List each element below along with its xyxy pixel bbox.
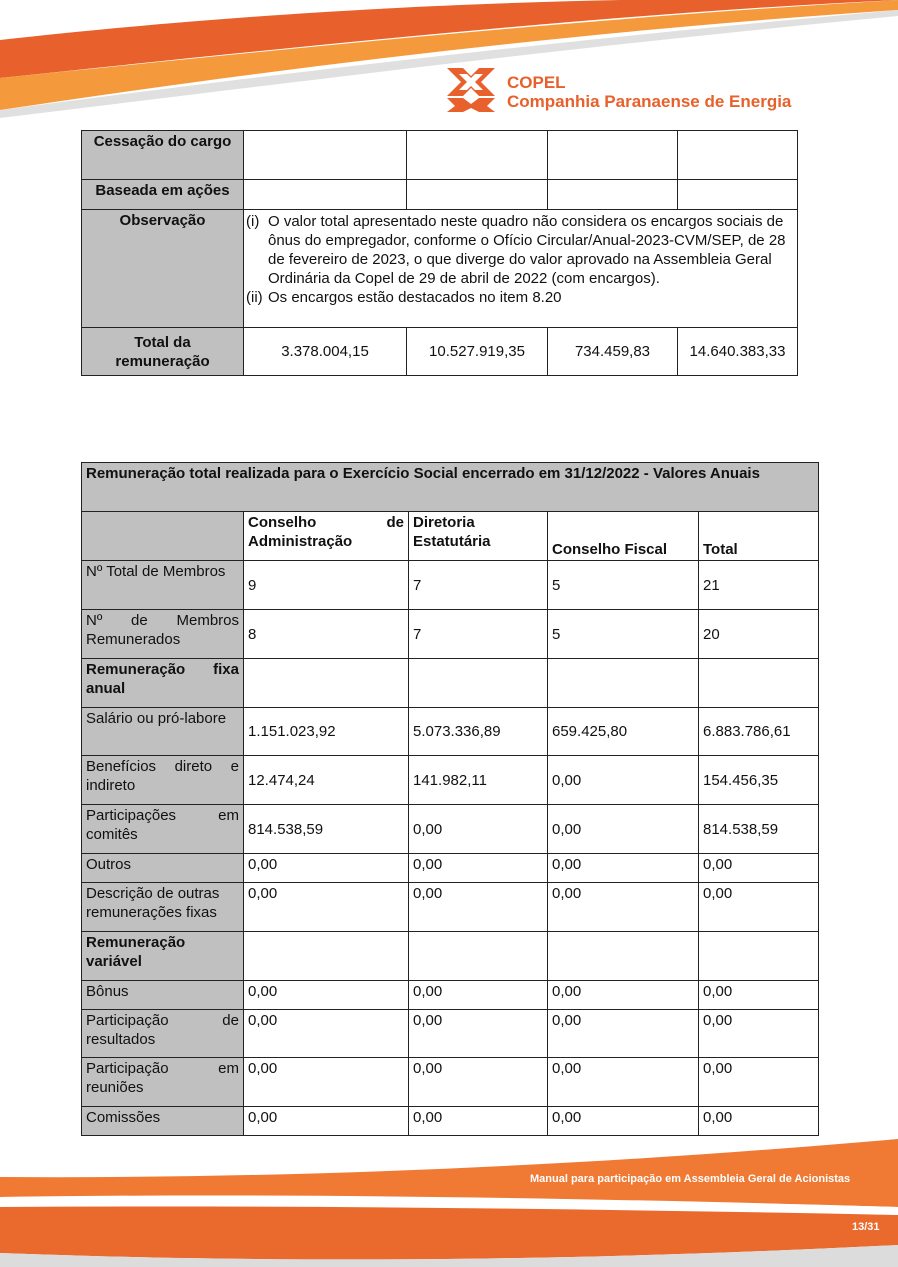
table-row bbox=[82, 1107, 819, 1136]
table-cell: 12.474,24 bbox=[244, 756, 409, 805]
total-label: Total da remuneração bbox=[82, 328, 244, 376]
table-row bbox=[82, 805, 819, 854]
column-header: Diretoria Estatutária bbox=[409, 512, 548, 561]
table-row bbox=[82, 981, 819, 1010]
copel-logo-icon bbox=[445, 66, 497, 114]
table-title: Remuneração total realizada para o Exercício Social encerrado em 31/12/2022 - Valores Anuais bbox=[82, 463, 819, 512]
section-label: Remuneração fixa anual bbox=[82, 659, 244, 708]
table-cell: 0,00 bbox=[548, 883, 699, 932]
row-label: Baseada em ações bbox=[82, 180, 244, 210]
total-value: 10.527.919,35 bbox=[407, 328, 548, 376]
table-cell: 0,00 bbox=[244, 1058, 409, 1107]
table-title-row bbox=[82, 463, 819, 512]
table-cell: 0,00 bbox=[548, 854, 699, 883]
table-cell: 0,00 bbox=[699, 1058, 819, 1107]
table-cell: 0,00 bbox=[244, 854, 409, 883]
row-label: Participações em comitês bbox=[82, 805, 244, 854]
table-row bbox=[82, 708, 819, 756]
table-cell: 154.456,35 bbox=[699, 756, 819, 805]
table-cell bbox=[244, 932, 409, 981]
table-cell: 6.883.786,61 bbox=[699, 708, 819, 756]
table-cell: 659.425,80 bbox=[548, 708, 699, 756]
row-label: Benefícios direto e indireto bbox=[82, 756, 244, 805]
table-cell: 0,00 bbox=[548, 756, 699, 805]
total-value: 14.640.383,33 bbox=[678, 328, 798, 376]
table-cell: 0,00 bbox=[244, 981, 409, 1010]
table-cell: 7 bbox=[409, 610, 548, 659]
table-cell: 1.151.023,92 bbox=[244, 708, 409, 756]
observation-label: Observação bbox=[82, 210, 244, 328]
table-cell: 814.538,59 bbox=[699, 805, 819, 854]
table-cell: 0,00 bbox=[244, 883, 409, 932]
row-label: Nº de Membros Remunerados bbox=[82, 610, 244, 659]
table-cell: 0,00 bbox=[699, 981, 819, 1010]
table-cell: 0,00 bbox=[548, 981, 699, 1010]
table-cell: 0,00 bbox=[409, 1058, 548, 1107]
row-label: Nº Total de Membros bbox=[82, 561, 244, 610]
table-row bbox=[82, 561, 819, 610]
table-cell bbox=[244, 659, 409, 708]
table-cell: 0,00 bbox=[699, 883, 819, 932]
company-full-name: Companhia Paranaense de Energia bbox=[507, 92, 792, 111]
table-cell bbox=[548, 932, 699, 981]
table-cell: 0,00 bbox=[548, 1058, 699, 1107]
row-label: Salário ou pró-labore bbox=[82, 708, 244, 756]
table-cell bbox=[548, 659, 699, 708]
observation-item-number: (i) bbox=[246, 213, 260, 230]
table-row bbox=[82, 180, 798, 210]
table-cell bbox=[548, 131, 678, 180]
row-label: Participação de resultados bbox=[82, 1010, 244, 1058]
table-cell: 20 bbox=[699, 610, 819, 659]
table-cell: 0,00 bbox=[244, 1107, 409, 1136]
table-cell: 5 bbox=[548, 610, 699, 659]
page-number: 13/31 bbox=[852, 1221, 880, 1233]
table-cell: 0,00 bbox=[409, 883, 548, 932]
footer-document-title: Manual para participação em Assembleia Geral de Acionistas bbox=[530, 1173, 851, 1185]
table-cell bbox=[678, 180, 798, 210]
table-row bbox=[82, 756, 819, 805]
table-cell: 141.982,11 bbox=[409, 756, 548, 805]
observation-item bbox=[246, 212, 795, 288]
table-cell: 0,00 bbox=[409, 981, 548, 1010]
total-value: 3.378.004,15 bbox=[244, 328, 407, 376]
observation-item-number: (ii) bbox=[246, 289, 263, 306]
table-cell: 0,00 bbox=[244, 1010, 409, 1058]
table-cell: 21 bbox=[699, 561, 819, 610]
observation-item bbox=[246, 288, 795, 307]
table-cell: 0,00 bbox=[548, 1010, 699, 1058]
section-label: Remuneração variável bbox=[82, 932, 244, 981]
table-cell: 0,00 bbox=[409, 854, 548, 883]
company-short-name: COPEL bbox=[507, 73, 566, 92]
observation-item-text: O valor total apresentado neste quadro não considera os encargos sociais de ônus do empregador, conforme o Ofício Circular/Anual-2023-CVM/SEP, de 28 de fevereiro de 2023, o que diverge do valor aprovado na Assembleia Geral Ordinária da Copel de 29 de abril de 2022 (com encargos). bbox=[268, 213, 786, 287]
table-cell: 0,00 bbox=[699, 854, 819, 883]
table-row bbox=[82, 1010, 819, 1058]
remuneration-table-continued bbox=[81, 130, 798, 376]
table-row bbox=[82, 854, 819, 883]
table-cell: 5 bbox=[548, 561, 699, 610]
observation-text bbox=[244, 210, 798, 328]
observation-item-text: Os encargos estão destacados no item 8.20 bbox=[268, 289, 562, 306]
total-value: 734.459,83 bbox=[548, 328, 678, 376]
table-row bbox=[82, 610, 819, 659]
table-cell bbox=[548, 180, 678, 210]
table-cell: 0,00 bbox=[548, 805, 699, 854]
table-cell: 0,00 bbox=[699, 1010, 819, 1058]
observation-row bbox=[82, 210, 798, 328]
row-label: Outros bbox=[82, 854, 244, 883]
table-cell bbox=[678, 131, 798, 180]
table-cell: 7 bbox=[409, 561, 548, 610]
table-cell: 0,00 bbox=[409, 1010, 548, 1058]
section-row bbox=[82, 659, 819, 708]
table-cell bbox=[407, 131, 548, 180]
column-header: Conselho Fiscal bbox=[548, 512, 699, 561]
table-cell bbox=[699, 659, 819, 708]
table-row bbox=[82, 1058, 819, 1107]
section-row bbox=[82, 932, 819, 981]
table-cell bbox=[409, 932, 548, 981]
table-cell: 0,00 bbox=[409, 805, 548, 854]
table-row bbox=[82, 131, 798, 180]
table-cell: 814.538,59 bbox=[244, 805, 409, 854]
table-cell bbox=[407, 180, 548, 210]
table-cell: 0,00 bbox=[409, 1107, 548, 1136]
table-cell: 0,00 bbox=[548, 1107, 699, 1136]
table-cell: 9 bbox=[244, 561, 409, 610]
table-cell: 8 bbox=[244, 610, 409, 659]
table-cell bbox=[699, 932, 819, 981]
table-header-row bbox=[82, 512, 819, 561]
row-label: Descrição de outras remunerações fixas bbox=[82, 883, 244, 932]
table-cell bbox=[244, 180, 407, 210]
row-label: Bônus bbox=[82, 981, 244, 1010]
table-cell bbox=[244, 131, 407, 180]
total-row bbox=[82, 328, 798, 376]
row-label: Cessação do cargo bbox=[82, 131, 244, 180]
column-header: Total bbox=[699, 512, 819, 561]
footer-swoosh bbox=[0, 1135, 898, 1267]
column-header: Conselho de Administração bbox=[244, 512, 409, 561]
table-cell: 5.073.336,89 bbox=[409, 708, 548, 756]
row-label: Participação em reuniões bbox=[82, 1058, 244, 1107]
table-row bbox=[82, 883, 819, 932]
header-empty-cell bbox=[82, 512, 244, 561]
table-cell: 0,00 bbox=[699, 1107, 819, 1136]
remuneration-2022-table bbox=[81, 462, 819, 1136]
table-cell bbox=[409, 659, 548, 708]
row-label: Comissões bbox=[82, 1107, 244, 1136]
